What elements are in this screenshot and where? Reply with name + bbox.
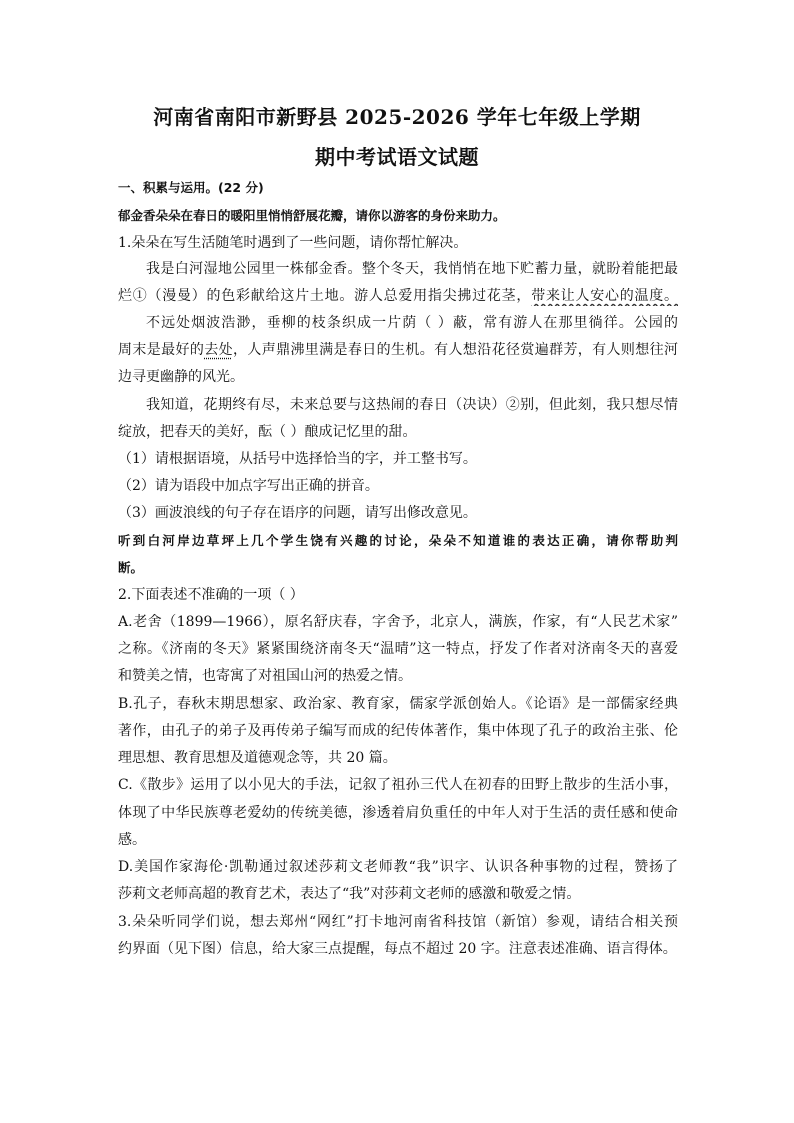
exam-title-line-1: 河南省南阳市新野县 2025-2026 学年七年级上学期 (153, 105, 641, 129)
transition-line-1: 听到白河岸边草坪上几个学生饶有兴趣的讨论，朵朵不知道谁的表达正确，请你帮助判 (118, 533, 678, 548)
option-a-line-1: A.老舍（1899—1966），原名舒庆春，字舍予，北京人，满族，作家，有“人民艺术家” (118, 614, 678, 630)
question-2-stem: 2.下面表述不准确的一项（ ） (118, 587, 304, 603)
wavy-underlined-sentence: 带来让人安心的温度。 (531, 288, 678, 304)
option-d-line-1: D.美国作家海伦·凯勒通过叙述莎莉文老师教“我”识字、认识各种事物的过程，赞扬了 (118, 859, 678, 875)
passage-text: ，人声鼎沸里满是春日的生机。有人想沿花径赏遍群芳，有人则想往河 (232, 342, 678, 358)
passage-p1-line-2 (118, 286, 678, 306)
option-a-line-3: 和赞美之情，也寄寓了对祖国山河的热爱之情。 (118, 668, 412, 684)
passage-p3-line-1: 我知道，花期终有尽，未来总要与这热闹的春日（决诀）②别，但此刻，我只想尽情 (146, 397, 678, 413)
passage-text: 烂①（漫曼）的色彩献给这片土地。游人总爱用指尖拂过花茎， (118, 288, 532, 304)
dotted-character: 去处 (204, 342, 233, 358)
section-heading: 一、积累与运用。(22 分) (118, 180, 264, 195)
option-b-line-2: 著作，由孔子的弟子及再传弟子编写而成的纪传体著作，集中体现了孔子的政治主张、伦 (118, 723, 678, 739)
option-b-line-3: 理思想、教育思想及道德观念等，共 20 篇。 (118, 750, 397, 766)
subquestion-2: （2）请为语段中加点字写出正确的拼音。 (118, 478, 379, 494)
question-1-stem: 1.朵朵在写生活随笔时遇到了一些问题，请你帮忙解决。 (118, 235, 468, 251)
passage-p2-line-1: 不远处烟波浩渺，垂柳的枝条织成一片荫（ ）蔽，常有游人在那里徜徉。公园的 (146, 315, 678, 331)
question-3-line-1: 3.朵朵听同学们说，想去郑州“网红”打卡地河南省科技馆（新馆）参观，请结合相关预 (118, 914, 678, 930)
section-intro: 郁金香朵朵在春日的暖阳里悄悄舒展花瓣，请你以游客的身份来助力。 (118, 208, 506, 223)
option-b-line-1: B.孔子，春秋末期思想家、政治家、教育家，儒家学派创始人。《论语》是一部儒家经典 (118, 696, 678, 712)
passage-p1-line-1: 我是白河湿地公园里一株郁金香。整个冬天，我悄悄在地下贮蓄力量，就盼着能把最 (146, 261, 678, 277)
option-a-line-2: 之称。《济南的冬天》紧紧围绕济南冬天“温晴”这一特点，抒发了作者对济南冬天的喜爱 (118, 641, 678, 657)
question-3-line-2: 约界面（见下图）信息，给大家三点提醒，每点不超过 20 字。注意表述准确、语言得体。 (118, 941, 677, 957)
exam-title-line-2: 期中考试语文试题 (315, 145, 479, 169)
option-c-line-1: C.《散步》运用了以小见大的手法，记叙了祖孙三代人在初春的田野上散步的生活小事， (118, 777, 678, 793)
option-d-line-2: 莎莉文老师高超的教育艺术，表达了“我”对莎莉文老师的感激和敬爱之情。 (118, 886, 581, 902)
option-c-line-3: 感。 (118, 832, 146, 848)
passage-p2-line-3: 边寻更幽静的风光。 (118, 369, 244, 385)
passage-p3-line-2: 绽放，把春天的美好，酝（ ）酿成记忆里的甜。 (118, 424, 417, 440)
passage-p2-line-2 (118, 340, 678, 360)
passage-text: 周末是最好的 (118, 342, 205, 358)
subquestion-1: （1）请根据语境，从括号中选择恰当的字，并工整书写。 (118, 451, 477, 467)
subquestion-3: （3）画波浪线的句子存在语序的问题，请写出修改意见。 (118, 505, 477, 521)
transition-line-2: 断。 (118, 560, 144, 575)
option-c-line-2: 体现了中华民族尊老爱幼的传统美德，渗透着肩负重任的中年人对于生活的责任感和使命 (118, 805, 678, 821)
